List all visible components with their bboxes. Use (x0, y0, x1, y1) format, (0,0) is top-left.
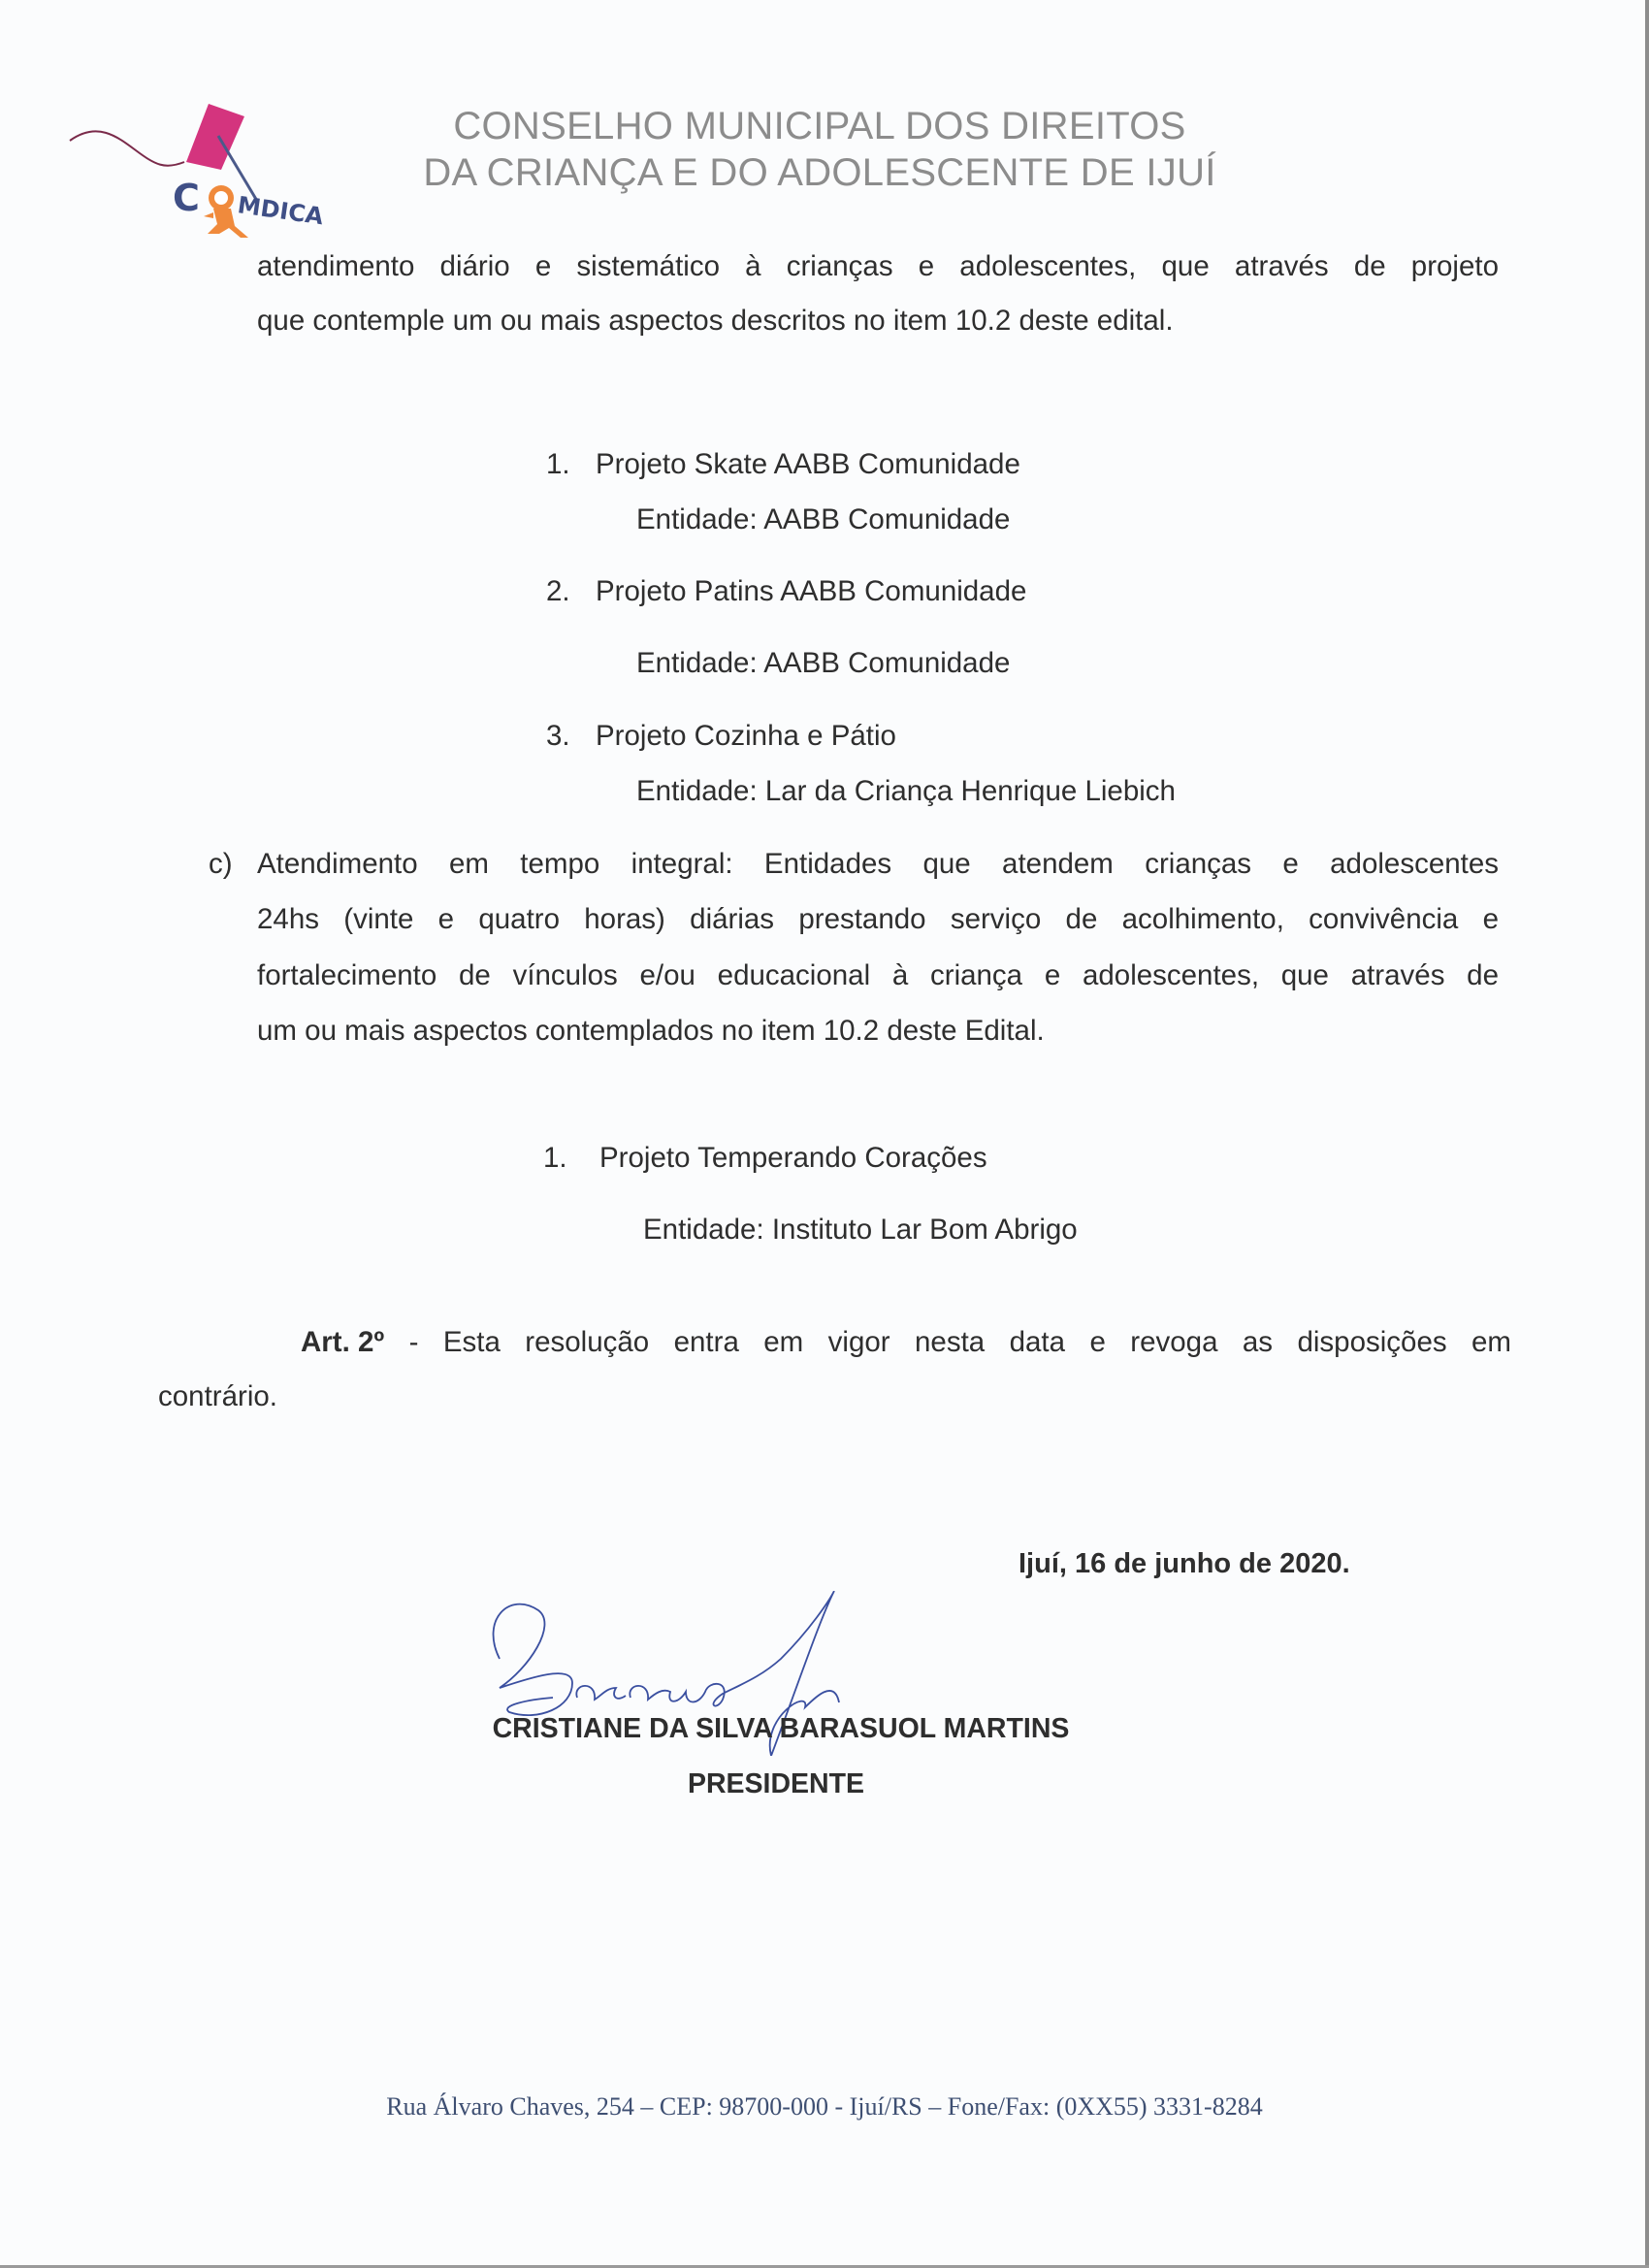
header-title-line1: CONSELHO MUNICIPAL DOS DIREITOS (453, 105, 1186, 147)
list-item-number: 1. (546, 448, 570, 480)
page-edge (1645, 0, 1649, 2268)
list-item-number: 3. (546, 720, 570, 752)
article-line: contrário. (158, 1380, 277, 1412)
intro-line: que contemple um ou mais aspectos descritos no item 10.2 deste edital. (257, 305, 1174, 337)
item-marker: c) (209, 848, 233, 880)
item-c-line: Atendimento em tempo integral: Entidades que atendem crianças e adolescentes (257, 848, 1499, 880)
list-item-project: Projeto Temperando Corações (599, 1142, 987, 1174)
list-item-entity: Entidade: Lar da Criança Henrique Liebich (636, 775, 1176, 807)
signatory-title: PRESIDENTE (687, 1768, 865, 1799)
header-title-line2: DA CRIANÇA E DO ADOLESCENTE DE IJUÍ (423, 151, 1216, 194)
document-date: Ijuí, 16 de junho de 2020. (1018, 1548, 1350, 1579)
article-label: Art. 2º (301, 1326, 385, 1358)
item-c-line: um ou mais aspectos contemplados no item 10.2 deste Edital. (257, 1015, 1045, 1047)
article-line (301, 1326, 1511, 1359)
list-item-project: Projeto Cozinha e Pátio (596, 720, 896, 752)
list-item-entity: Entidade: AABB Comunidade (636, 647, 1011, 679)
list-item-number: 1. (543, 1142, 567, 1174)
list-item-project: Projeto Patins AABB Comunidade (596, 575, 1027, 607)
list-item-entity: Entidade: Instituto Lar Bom Abrigo (643, 1214, 1078, 1246)
item-c-line: 24hs (vinte e quatro horas) diárias prestando serviço de acolhimento, convivência e (257, 903, 1499, 935)
signatory-name: CRISTIANE DA SILVA BARASUOL MARTINS (492, 1713, 1070, 1744)
item-c-line: fortalecimento de vínculos e/ou educacional à criança e adolescentes, que através de (257, 959, 1499, 991)
list-item-project: Projeto Skate AABB Comunidade (596, 448, 1020, 480)
article-text: - Esta resolução entra em vigor nesta data e revoga as disposições em (384, 1326, 1511, 1358)
logo-c: C (173, 177, 200, 219)
intro-line: atendimento diário e sistemático à crianças e adolescentes, que através de projeto (257, 250, 1499, 282)
footer-address: Rua Álvaro Chaves, 254 – CEP: 98700-000 - Ijuí/RS – Fone/Fax: (0XX55) 3331-8284 (386, 2092, 1263, 2121)
svg-text:MDICA: MDICA (236, 191, 326, 231)
list-item-entity: Entidade: AABB Comunidade (636, 503, 1011, 535)
list-item-number: 2. (546, 575, 570, 607)
